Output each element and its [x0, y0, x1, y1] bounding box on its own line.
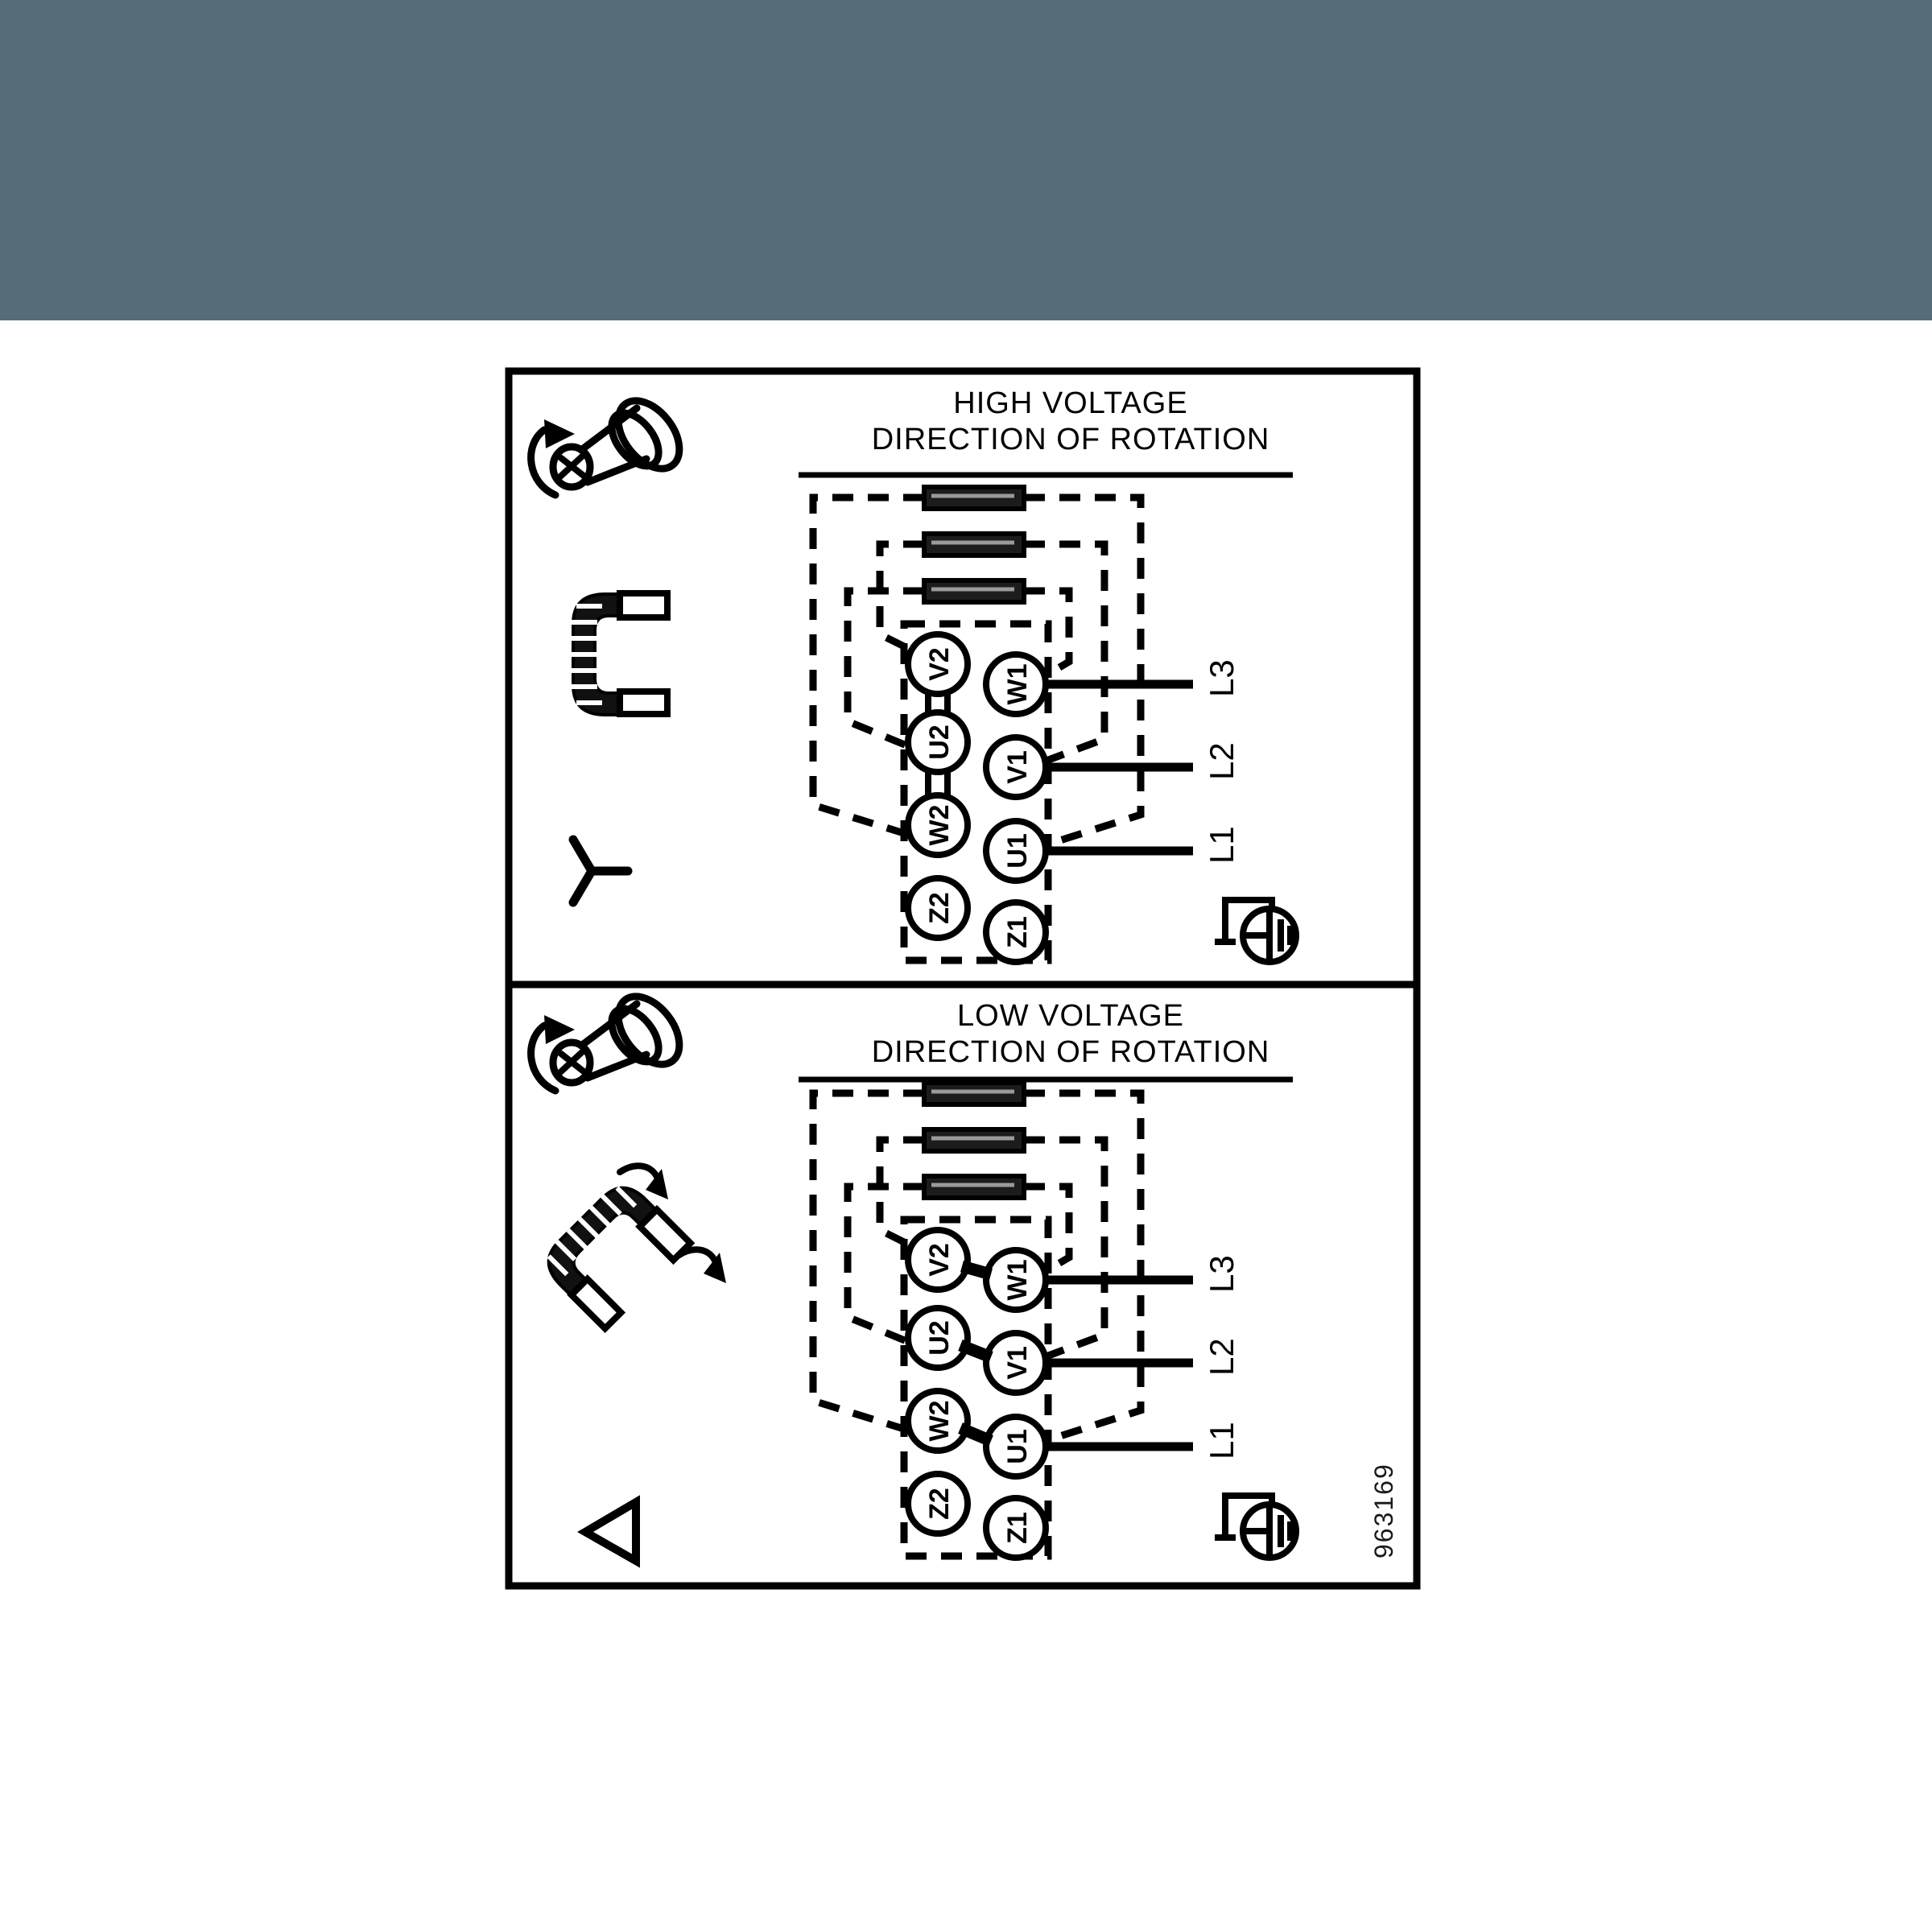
terminal-label-v2: V2 [924, 1243, 955, 1277]
terminal-label-w1: W1 [1002, 663, 1033, 705]
terminal-label-w1: W1 [1002, 1259, 1033, 1301]
line-label-l1: L1 [1203, 1422, 1241, 1459]
drawing-number: 963169 [1369, 1463, 1398, 1558]
terminal-label-z2: Z2 [924, 892, 955, 924]
line-label-l3: L3 [1203, 1255, 1241, 1293]
terminal-label-z1: Z1 [1002, 916, 1033, 948]
terminal-label-v2: V2 [924, 647, 955, 681]
panel-title-line1: HIGH VOLTAGE [953, 386, 1188, 420]
terminal-label-w2: W2 [924, 804, 955, 846]
top-band [0, 0, 1932, 320]
terminal-label-z1: Z1 [1002, 1512, 1033, 1544]
terminal-label-u1: U1 [1002, 1429, 1033, 1464]
terminal-label-w2: W2 [924, 1400, 955, 1442]
line-label-l2: L2 [1203, 742, 1241, 780]
terminal-label-v1: V1 [1002, 1346, 1033, 1380]
terminal-label-u2: U2 [924, 1320, 955, 1356]
line-label-l3: L3 [1203, 659, 1241, 697]
panel-title-line1: LOW VOLTAGE [957, 999, 1184, 1033]
terminal-label-v1: V1 [1002, 750, 1033, 784]
terminal-label-z2: Z2 [924, 1488, 955, 1520]
line-label-l1: L1 [1203, 826, 1241, 864]
terminal-label-u1: U1 [1002, 833, 1033, 869]
terminal-label-u2: U2 [924, 724, 955, 760]
panel-title-line2: DIRECTION OF ROTATION [871, 423, 1270, 456]
panel-title-line2: DIRECTION OF ROTATION [871, 1035, 1270, 1069]
line-label-l2: L2 [1203, 1338, 1241, 1376]
